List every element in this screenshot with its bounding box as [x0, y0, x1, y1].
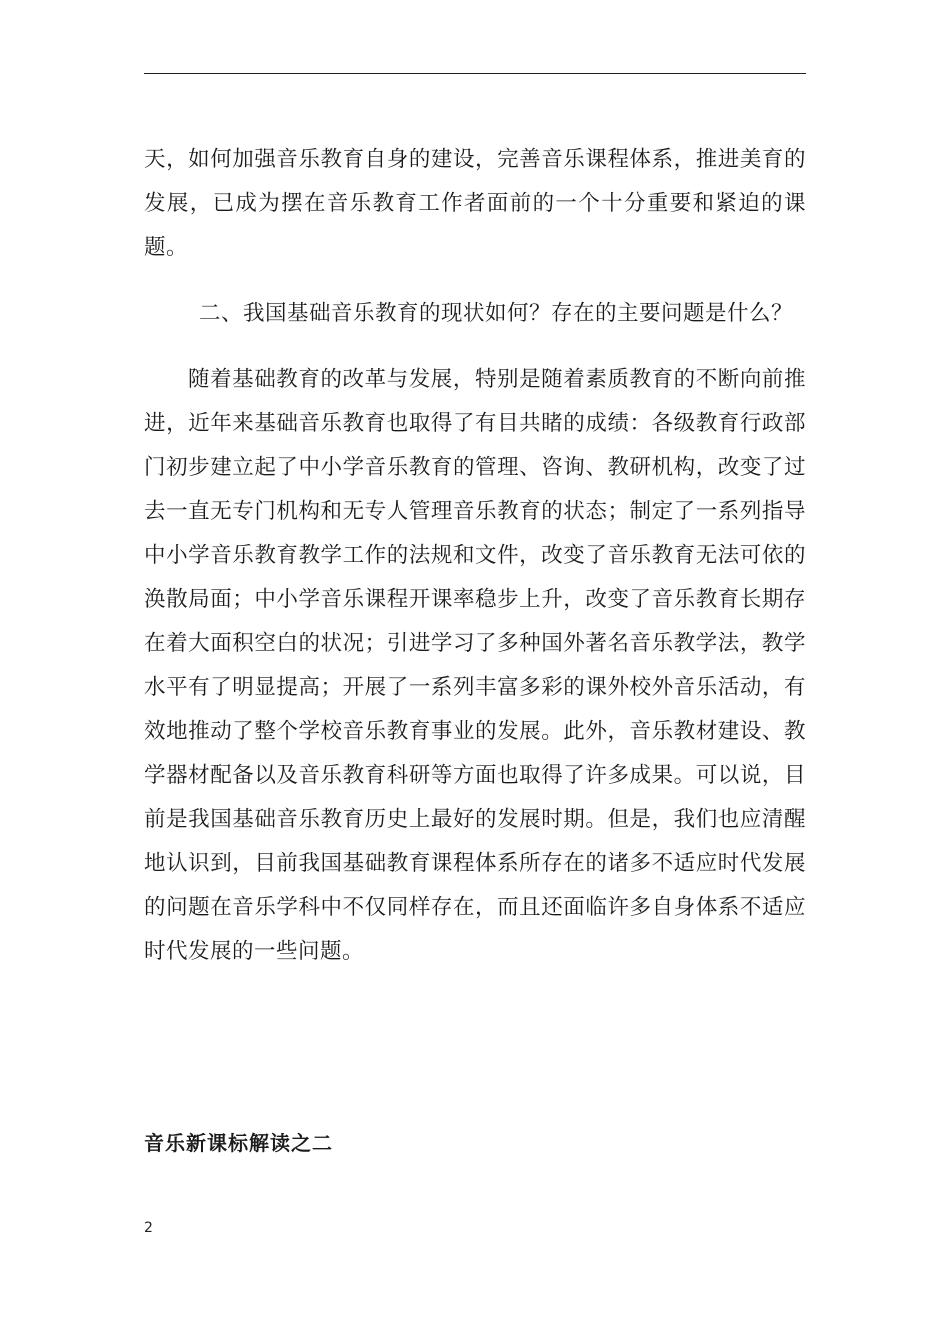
page-number: 2 [144, 1220, 153, 1236]
header-rule [144, 73, 806, 74]
section-title: 音乐新课标解读之二 [144, 1131, 333, 1155]
section-heading-question: 二、我国基础音乐教育的现状如何？存在的主要问题是什么？ [199, 301, 794, 326]
paragraph-body: 随着基础教育的改革与发展，特别是随着素质教育的不断向前推进，近年来基础音乐教育也取得了有目共睹的成绩：各级教育行政部门初步建立起了中小学音乐教育的管理、咨询、教研机构，改变了过去一直无专门机构和无专人管理音乐教育的状态；制定了一系列指导中小学音乐教育教学工作的法规和文件，改变了音乐教育无法可依的涣散局面；中小学音乐课程开课率稳步上升，改变了音乐教育长期存在着大面积空白的状况；引进学习了多种国外著名音乐教学法，教学水平有了明显提高；开展了一系列丰富多彩的课外校外音乐活动，有效地推动了整个学校音乐教育事业的发展。此外，音乐教材建设、教学器材配备以及音乐教育科研等方面也取得了许多成果。可以说，目前是我国基础音乐教育历史上最好的发展时期。但是，我们也应清醒地认识到，目前我国基础教育课程体系所存在的诸多不适应时代发展的问题在音乐学科中不仅同样存在，而且还面临许多自身体系不适应时代发展的一些问题。 [144, 367, 806, 964]
paragraph-continuation: 天，如何加强音乐教育自身的建设，完善音乐课程体系，推进美育的发展，已成为摆在音乐教育工作者面前的一个十分重要和紧迫的课题。 [144, 147, 806, 260]
